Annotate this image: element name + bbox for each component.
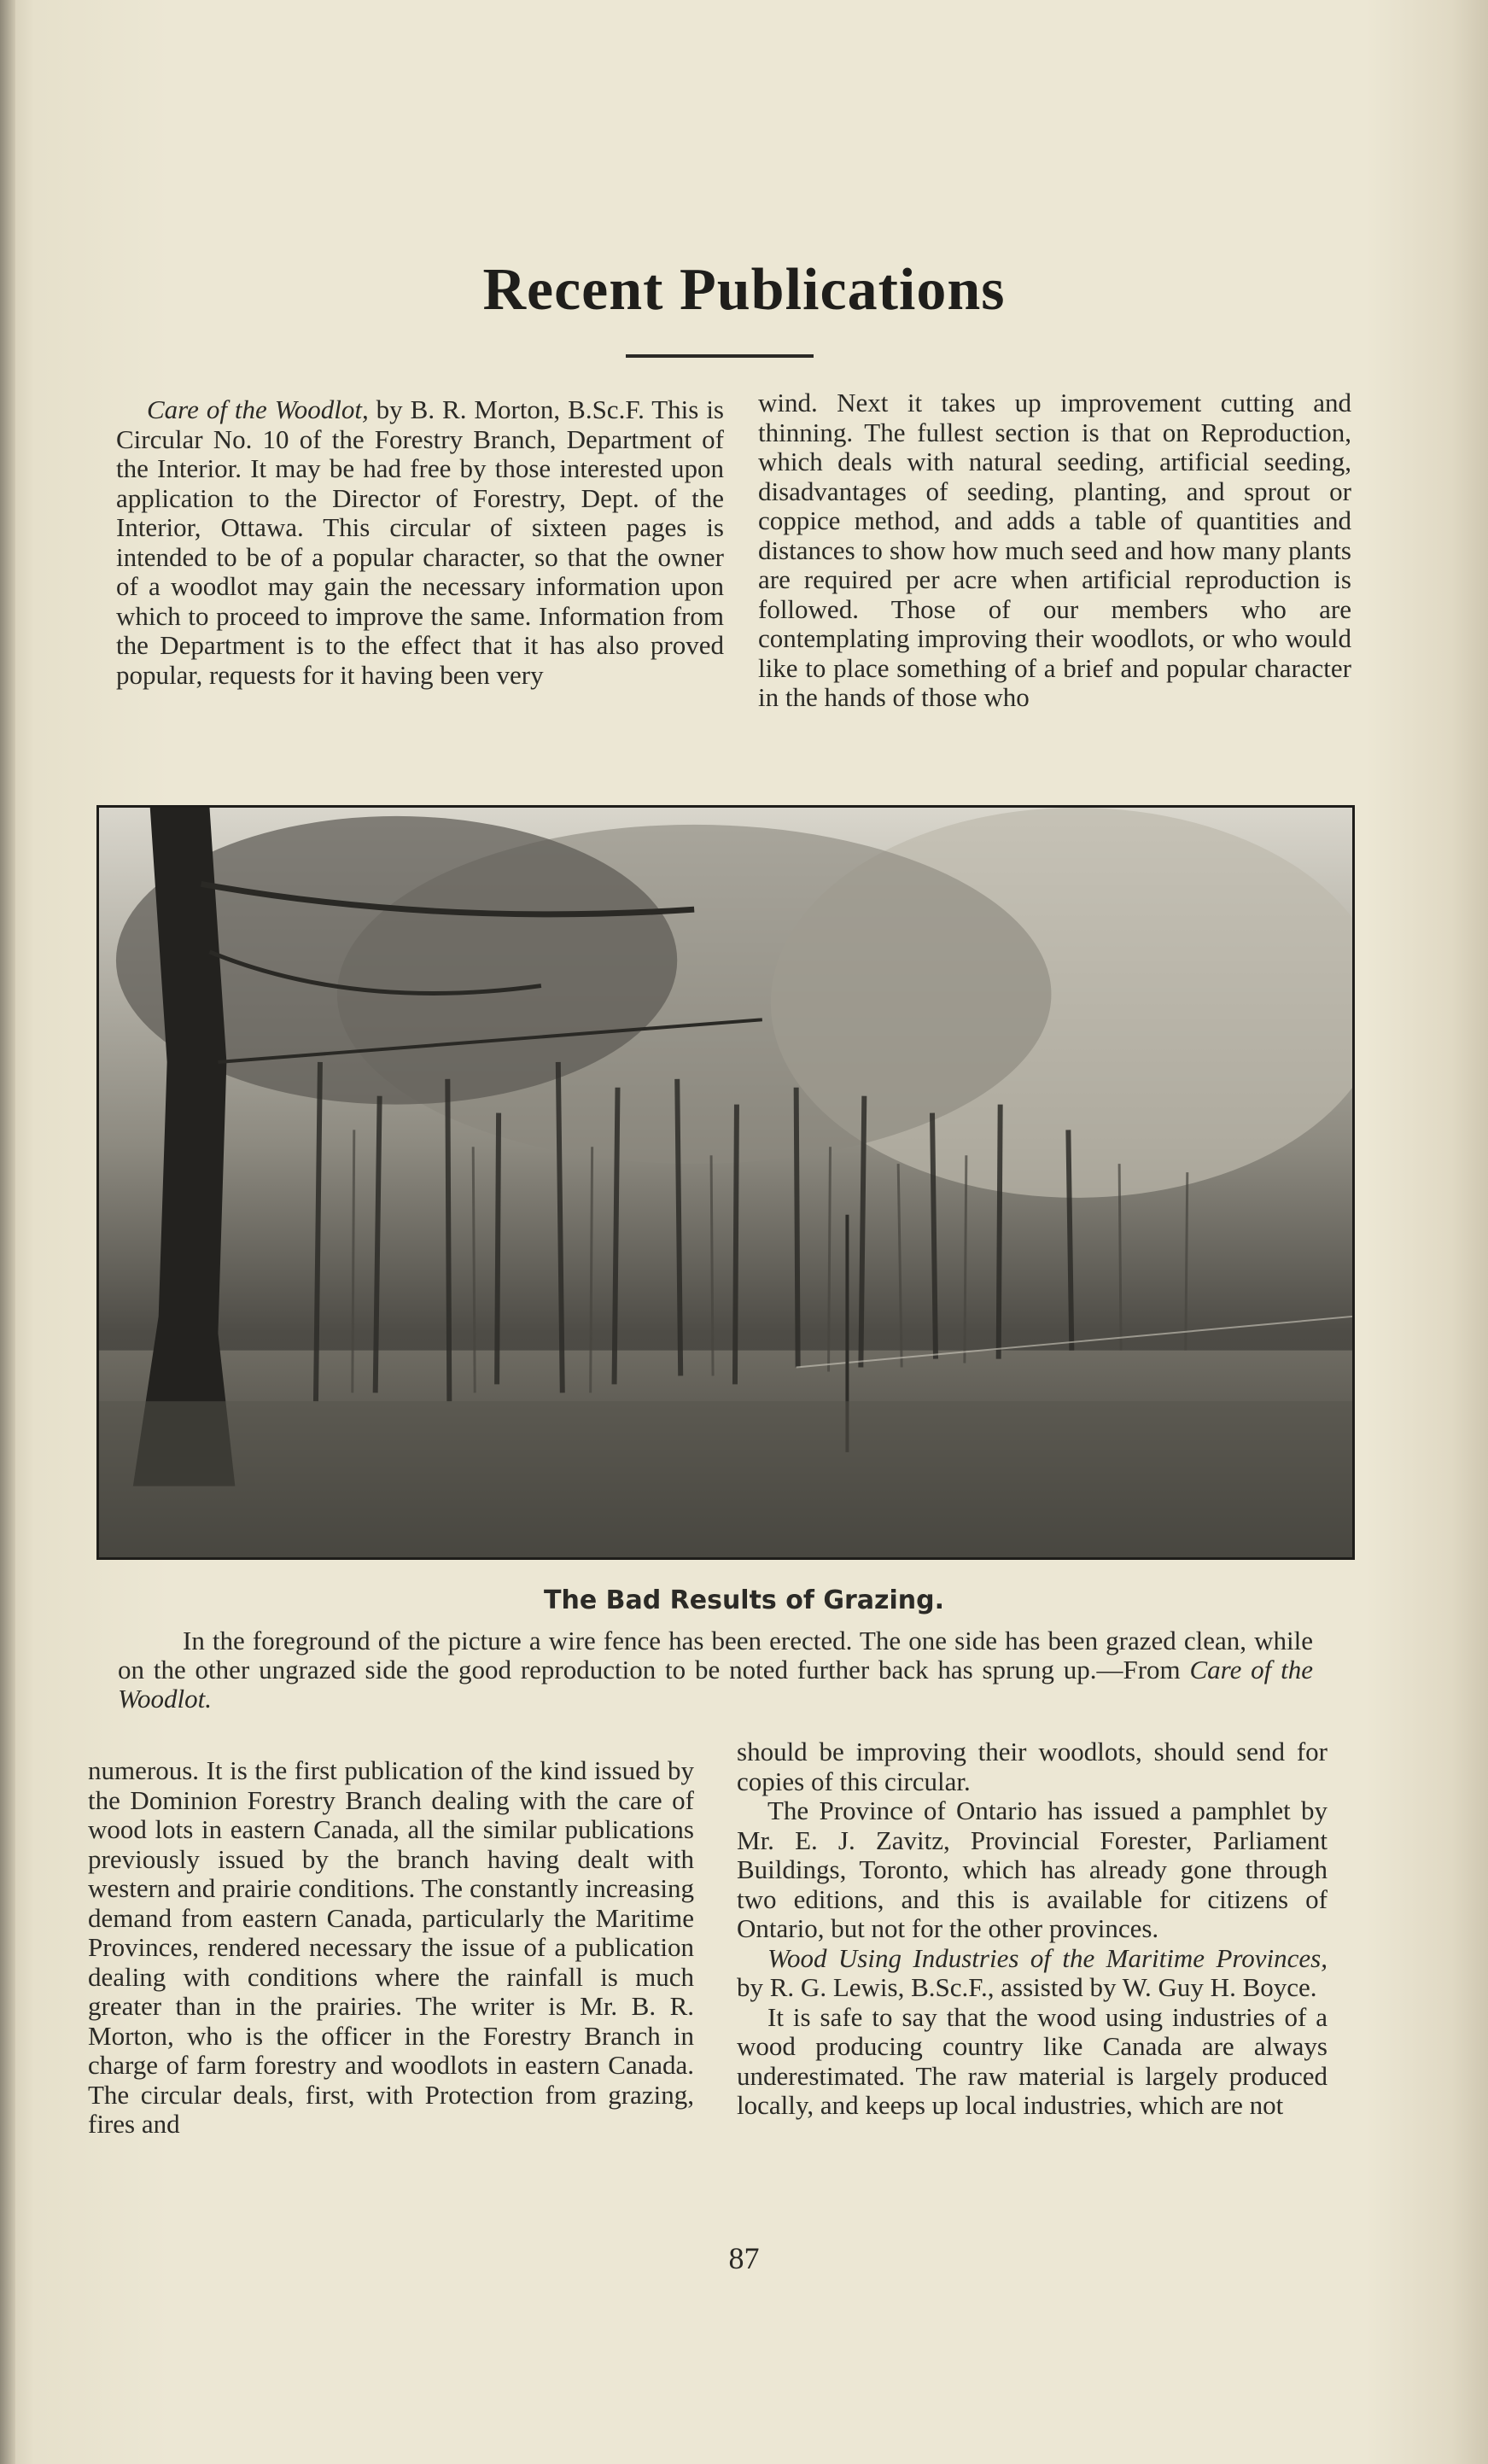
column-top-left [116,395,724,690]
title-rule [626,354,814,358]
binding-shadow [0,0,15,2464]
column-bottom-left-text: numerous. It is the first publication of the kind issued by the Dominion Forestry Branch dealing with the care of wood lots in eastern Canada, all the similar publications previously issued by the branch having dealt with western and prairie conditions. The constantly increasing demand from eastern Canada, particularly the Maritime Provinces, rendered necessary the issue of a publication dealing with conditions where the rainfall is much greater than in the prairies. The writer is Mr. B. R. Morton, who is the officer in the Forestry Branch in charge of farm forestry and woodlots in eastern Canada. The circular deals, first, with Protection from grazing, fires and [88,1755,694,2139]
figure-caption-text: In the foreground of the picture a wire fence has been erected. The one side has been grazed clean, while on the other ungrazed side the good reproduction to be noted further back has sprung up.—From [118,1626,1313,1685]
publication-title-wood-using-industries: Wood Using Industries of the Maritime Provinces, [767,1942,1328,1973]
page-number: 87 [728,2241,760,2275]
column-top-right [758,388,1351,713]
column-top-right-text: wind. Next it takes up improvement cutting and thinning. The fullest section is that on Reproduction, which deals with natural seeding, artificial seeding, disadvantages of seeding, planting, and sprout or coppice method, and adds a table of quantities and distances to show how much seed and how many plants are required per acre when artificial reproduction is followed. Those of our members who are contemplating improving their woodlots, or who would like to place something of a brief and popular character in the hands of those who [758,388,1351,712]
figure-caption-title: The Bad Results of Grazing. [544,1585,944,1615]
column-bottom-right [737,1737,1328,2121]
column-bottom-left [88,1756,694,2140]
column-bottom-right-p3 [737,1944,1328,2003]
forest-photo-image [99,808,1352,1557]
column-bottom-right-p2: The Province of Ontario has issued a pamphlet by Mr. E. J. Zavitz, Provincial Forester, Parliament Buildings, Toronto, which has already gone through two editions, and this is available for citizens of Ontario, but not for the other provinces. [737,1795,1328,1943]
column-top-left-text: by B. R. Morton, B.Sc.F. This is Circular No. 10 of the Forestry Branch, Department of the Interior. It may be had free by those interested upon application to the Director of Forestry, Dept. of the Interior, Ottawa. This circular of sixteen pages is intended to be of a popular character, so that the owner of a woodlot may gain the necessary information upon which to proceed to improve the same. Information from the Department is to the effect that it has also proved popular, requests for it having been very [116,394,724,690]
page-title: Recent Publications [482,257,1006,323]
publication-title-care-of-woodlot: Care of the Woodlot, [147,394,369,424]
column-bottom-right-p3-rest: by R. G. Lewis, B.Sc.F., assisted by W. Guy H. Boyce. [737,1972,1317,2002]
figure-caption [118,1626,1313,1714]
column-bottom-right-p1: should be improving their woodlots, should send for copies of this circular. [737,1737,1328,1796]
forest-photograph [96,805,1355,1560]
column-bottom-right-p4: It is safe to say that the wood using industries of a wood producing country like Canada are always underestimated. The raw material is largely produced locally, and keeps up local industries, which are not [737,2001,1328,2120]
figure-caption-source: Care of the Woodlot. [118,1655,1313,1714]
